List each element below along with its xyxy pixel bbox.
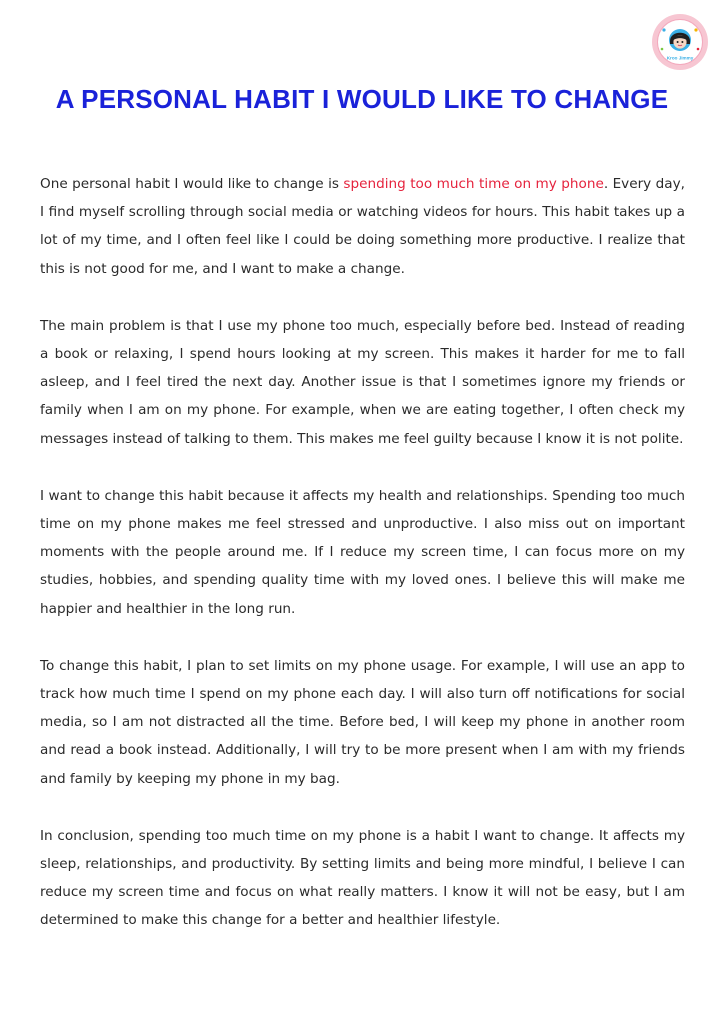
page-title: A PERSONAL HABIT I WOULD LIKE TO CHANGE <box>55 84 669 114</box>
paragraph-intro-rest: . Every day, I find myself scrolling through social media or watching videos for hours. This habit takes up a lot of my time, and I often feel like I could be doing something more productive. I realize that this is not good for me, and I want to make a change. <box>40 176 686 277</box>
paragraph-reason: I want to change this habit because it affects my health and relationships. Spending too much time on my phone makes me feel stressed and unproductive. I also miss out on important moments with the people around me. If I reduce my screen time, I can focus more on my studies, hobbies, and spending quality time with my loved ones. I believe this will make me happier and healthier in the long run. <box>40 487 685 617</box>
paragraph-plan: To change this habit, I plan to set limits on my phone usage. For example, I will use an app to track how much time I spend on my phone each day. I will also turn off notifications for social media, so I am not distracted all the time. Before bed, I will keep my phone in another room and read a book instead. Additionally, I will try to be more present when I am with my friends and family by keeping my phone in my bag. <box>40 657 685 787</box>
paragraph-problem: The main problem is that I use my phone too much, especially before bed. Instead of reading a book or relaxing, I spend hours looking at my screen. This makes it harder for me to fall asleep, and I feel tired the next day. Another issue is that I sometimes ignore my friends or family when I am on my phone. For example, when we are eating together, I often check my messages instead of talking to them. This makes me feel guilty because I know it is not polite. <box>40 317 685 447</box>
paragraph-intro <box>40 170 685 283</box>
highlighted-habit-text: spending too much time on my phone <box>343 176 604 192</box>
avatar-logo-icon <box>651 13 709 71</box>
essay-body <box>40 170 685 964</box>
paragraph-intro-start: One personal habit I would like to change is <box>40 176 344 192</box>
logo-text: Kroo Jimmy <box>666 55 694 61</box>
logo-badge <box>651 13 709 71</box>
paragraph-conclusion: In conclusion, spending too much time on my phone is a habit I want to change. It affects my sleep, relationships, and productivity. By setting limits and being more mindful, I believe I can reduce my screen time and focus on what really matters. I know it will not be easy, but I am determined to make this change for a better and healthier lifestyle. <box>40 827 685 929</box>
